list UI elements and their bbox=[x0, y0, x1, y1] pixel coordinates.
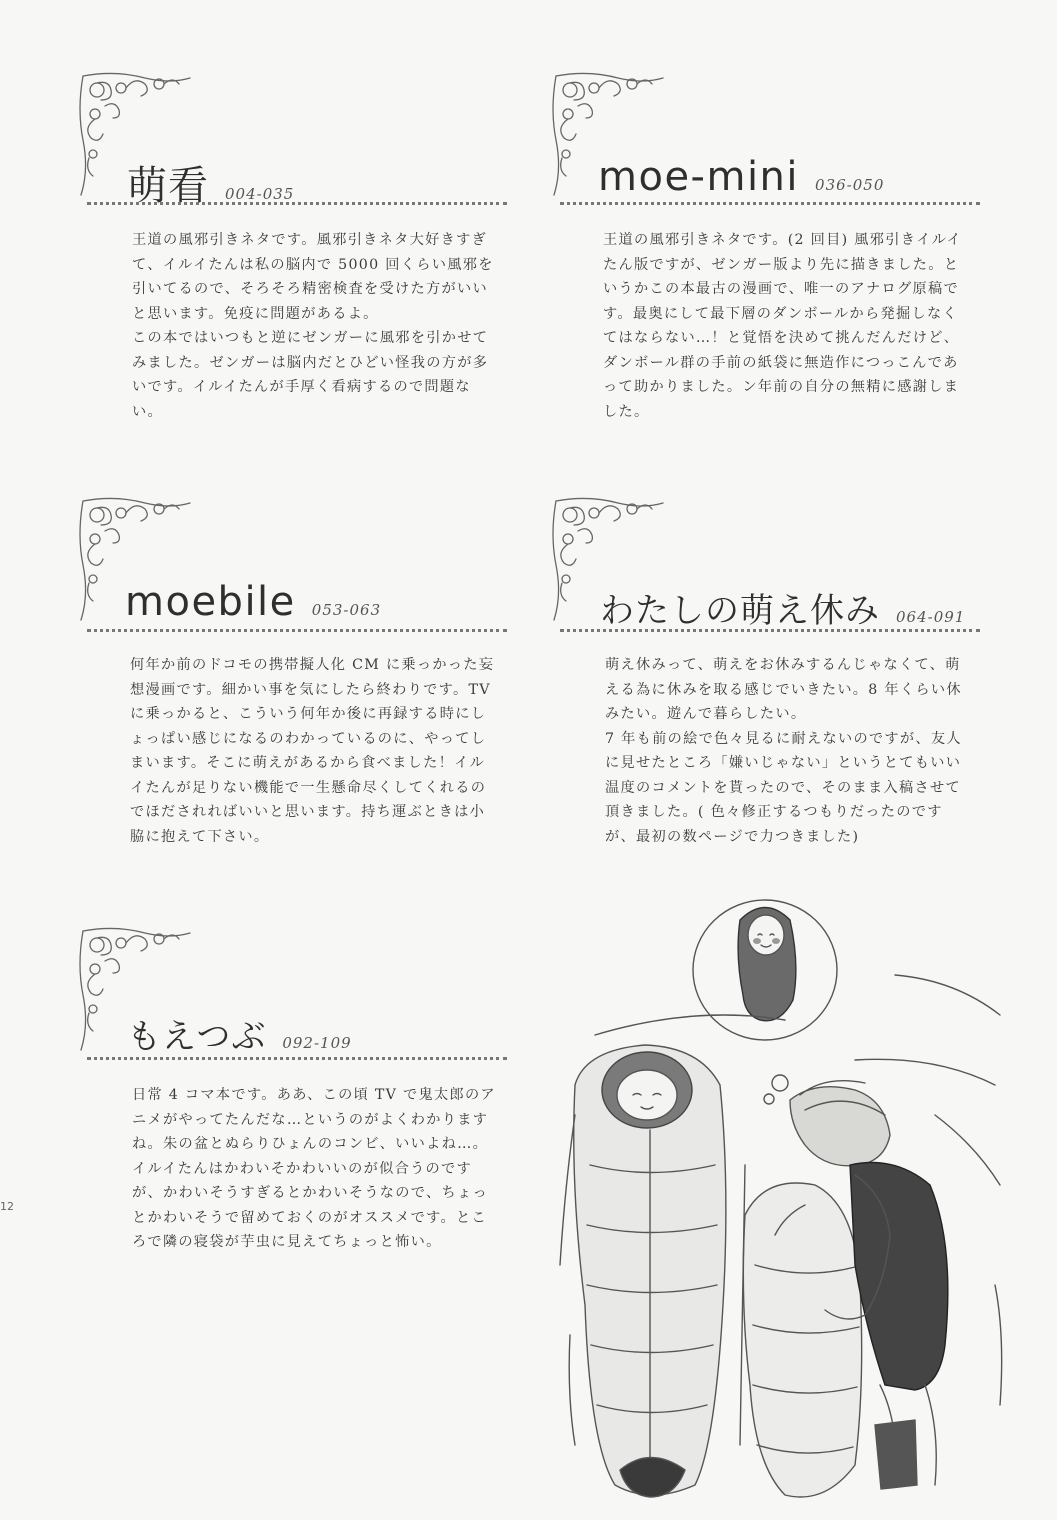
section-title: わたしの萌え休み bbox=[600, 591, 880, 631]
vest bbox=[850, 1163, 948, 1391]
section-title: moebile bbox=[125, 579, 296, 625]
section-moetsubu bbox=[75, 925, 515, 1305]
paragraph: この本ではいつもと逆にゼンガーに風邪を引かせてみました。ゼンガーは脳内だとひどい怪我の方が多いです。イルイたんが手厚く看病するので問題ない。 bbox=[132, 330, 489, 420]
section-title: 萌看 bbox=[127, 163, 209, 209]
paragraph: イルイたんはかわいそかわいいのが似合うのですが、かわいそうすぎるとかわいそうなので、ちょっとかわいそうで留めておくのがオススメです。ところで隣の寝袋が芋虫に見えてちょっと怖い。 bbox=[132, 1160, 488, 1250]
dotted-divider bbox=[87, 202, 507, 205]
section-pages: 053-063 bbox=[311, 601, 382, 619]
paragraph: 萌え休みって、萌えをお休みするんじゃなくて、萌える為に休みを取る感じでいきたい。8 年くらい休みたい。遊んで暮らしたい。 bbox=[605, 657, 962, 722]
paragraph: 何年か前のドコモの携帯擬人化 CM に乗っかった妄想漫画です。細かい事を気にしたら終わりです。TV に乗っかると、こういう何年か後に再録する時にしょっぱい感じになるのわかっているのに、やってしまいます。そこに萌えがあるから食べました！イルイたんが足りない機能で一生懸命尽くしてくれるのでほだされればいいと思います。持ち運ぶときは小脇に抱えて下さい。 bbox=[130, 657, 495, 845]
page-number: 12 bbox=[0, 1200, 14, 1213]
section-title-row bbox=[600, 583, 965, 632]
section-pages: 004-035 bbox=[225, 185, 295, 203]
section-title: moe-mini bbox=[598, 154, 800, 200]
section-pages: 036-050 bbox=[815, 176, 885, 194]
section-body bbox=[605, 653, 969, 849]
section-moemi bbox=[75, 70, 515, 450]
section-title-row bbox=[127, 1009, 352, 1058]
section-body bbox=[130, 653, 496, 849]
section-pages: 092-109 bbox=[282, 1034, 352, 1052]
dotted-divider bbox=[87, 1057, 507, 1060]
paragraph: 7 年も前の絵で色々見るに耐えないのですが、友人に見せたところ「嫌いじゃない」というとてもいい温度のコメントを貰ったので、そのまま入稿させて頂きました。( 色々修正するつもりだったのですが、最初の数ページで力つきました) bbox=[605, 730, 962, 845]
sleeping-bag-illustration bbox=[555, 885, 1015, 1510]
section-body bbox=[603, 228, 969, 424]
section-watashi-no-moe-yasumi bbox=[548, 495, 988, 875]
dotted-divider bbox=[560, 202, 980, 205]
dotted-divider bbox=[560, 629, 980, 632]
section-title-row bbox=[598, 154, 884, 200]
section-body bbox=[132, 1083, 496, 1255]
section-moebile bbox=[75, 495, 515, 875]
paragraph: 日常 4 コマ本です。ああ、この頃 TV で鬼太郎のアニメがやってたんだな…というのがよくわかりますね。朱の盆とぬらりひょんのコンビ、いいよね…。 bbox=[132, 1087, 496, 1152]
paragraph: 王道の風邪引きネタです。(2 回目) 風邪引きイルイたん版ですが、ゼンガー版より先に描きました。というかこの本最古の漫画で、唯一のアナログ原稿です。最奥にして最下層のダンボールから発掘しなくてはならない…！と覚悟を決めて挑んだんだけど、ダンボール群の手前の紙袋に無造作につっこんであって助かりました。ン年前の自分の無精に感謝しました。 bbox=[603, 232, 963, 420]
section-title: もえつぶ bbox=[127, 1017, 267, 1057]
section-moe-mini bbox=[548, 70, 988, 450]
section-title-row bbox=[125, 579, 381, 625]
paragraph: 王道の風邪引きネタです。風邪引きネタ大好きすぎて、イルイたんは私の脳内で 5000 回くらい風邪を引いてるので、そろそろ精密検査を受けた方がいいと思います。免疫に問題があるよ。 bbox=[132, 232, 494, 322]
section-body bbox=[132, 228, 496, 424]
dotted-divider bbox=[87, 629, 507, 632]
section-pages: 064-091 bbox=[896, 608, 966, 626]
